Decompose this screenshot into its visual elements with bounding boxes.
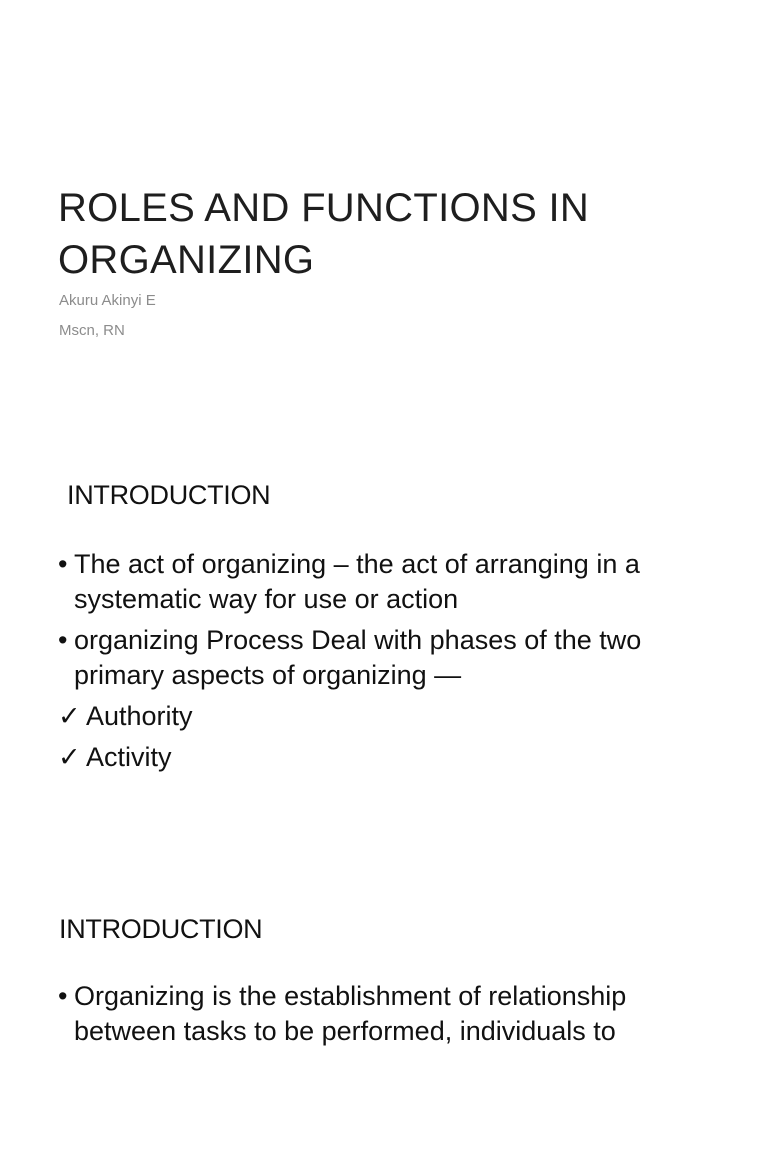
bullet-list xyxy=(58,979,710,1055)
bullet-item xyxy=(58,979,710,1049)
slide-heading: INTRODUCTION xyxy=(67,480,271,510)
bullet-icon: • xyxy=(58,981,68,1011)
slide-heading: INTRODUCTION xyxy=(59,914,263,944)
bullet-text: Organizing is the establishment of relationship between tasks to be performed, individuals to xyxy=(74,981,627,1046)
slide-title-text: ROLES AND FUNCTIONS IN ORGANIZING xyxy=(58,186,590,282)
checklist-text: Activity xyxy=(86,742,172,772)
bullet-list xyxy=(58,547,710,781)
checkmark-icon: ✓ xyxy=(58,742,81,772)
checkmark-icon: ✓ xyxy=(58,701,81,731)
author-name: Akuru Akinyi E xyxy=(59,292,156,309)
bullet-text: organizing Process Deal with phases of the two primary aspects of organizing — xyxy=(74,625,642,690)
bullet-item xyxy=(58,547,710,617)
author-credentials: Mscn, RN xyxy=(59,322,125,339)
slide-introduction-2 xyxy=(0,862,768,1162)
bullet-text: The act of organizing – the act of arranging in a systematic way for use or action xyxy=(74,549,640,614)
bullet-icon: • xyxy=(58,549,68,579)
slide-introduction-1 xyxy=(0,430,768,862)
checklist-item xyxy=(58,740,710,775)
bullet-item xyxy=(58,623,710,693)
bullet-icon: • xyxy=(58,625,68,655)
slide-title xyxy=(0,0,768,430)
checklist-item xyxy=(58,699,710,734)
checklist-text: Authority xyxy=(86,701,193,731)
